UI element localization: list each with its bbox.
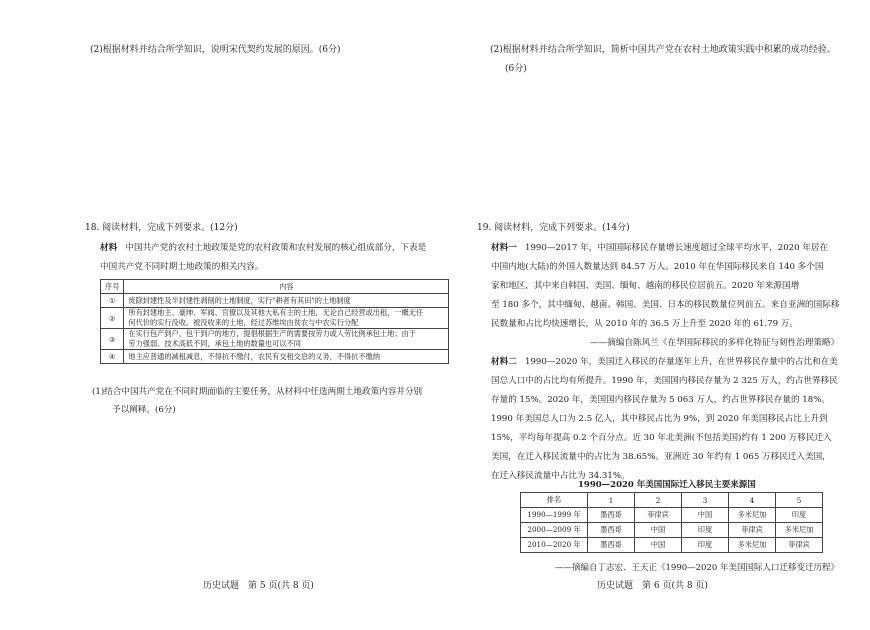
- table-cell: 墨西哥: [588, 538, 635, 553]
- table-row: [101, 308, 449, 329]
- material-2-line: 15%，平均每年提高 0.2 个百分点。近 30 年北美洲(不包括美国)约有 1 200 万移民迁入: [491, 433, 832, 443]
- material-2-line: 存量的 15%。2020 年，美国国内移民存量为 5 063 万人，约占世界移民存量的 18%。: [491, 395, 830, 405]
- material-1-line: 中国内地(大陆)的外国人数量达到 84.57 万人。2010 年在华国际移民来自 140 多个国: [491, 262, 824, 272]
- table-cell: 印度: [682, 523, 729, 538]
- table-cell-content: [124, 308, 449, 329]
- question-18-2: (6分): [505, 64, 527, 74]
- page-footer-left: 历史试题 第 5 页(共 8 页): [203, 581, 314, 591]
- table-header-cell: 排名: [521, 493, 588, 508]
- material-2-line: 1990 年美国总人口为 2.5 亿人，其中移民占比为 9%，到 2020 年美国移民占比上升到: [491, 414, 828, 424]
- table-cell-number: ②: [101, 308, 124, 329]
- material-1-line: [491, 239, 828, 259]
- material-2-line: 国总人口中的占比均有所提升。1990 年，美国国内移民存量为 2 325 万人，约占世界移民: [491, 376, 838, 386]
- table-title: 1990—2020 年美国国际迁入移民主要来源国: [578, 480, 756, 490]
- table-row: [101, 329, 449, 350]
- question-17-2: (2)根据材料并结合所学知识，说明宋代契约发展的原因。(6分): [90, 45, 341, 55]
- material-text: 1990—2017 年，中国国际移民存量增长速度超过全球平均水平，2020 年居在: [525, 243, 829, 253]
- material-label: 材料: [100, 243, 118, 253]
- material-2-line: 在迁入移民流量中占比为 34.31%。: [491, 471, 630, 481]
- table-row: [101, 350, 449, 364]
- table-cell-content: [124, 329, 449, 350]
- material-1-label: 材料一: [491, 243, 517, 253]
- material-1-line: 家和地区，其中来自韩国、美国、缅甸、越南的移民位居前五。2020 年来源国增: [491, 281, 800, 291]
- immigration-source-table: [520, 492, 823, 553]
- table-cell-content: 地主应普通的减租减息，不得抗不缴付，农民有交租交息的义务，不得抗不缴纳: [124, 350, 449, 364]
- question-18-1: (1)结合中国共产党在不同时期面临的主要任务，从材料中任选两期土地政策内容并分别: [92, 387, 423, 397]
- table-cell-content: 废除封建性及半封建性剥削的土地制度，实行"耕者有其田"的土地制度: [124, 294, 449, 308]
- material-1-line: 民数量和占比均快速增长，从 2010 年的 36.5 万上升至 2020 年的 61.79 万。: [491, 319, 798, 329]
- table-cell: 中国: [682, 508, 729, 523]
- material-2-line: 美国，在迁入移民流量中的占比为 38.65%。亚洲近 30 年约有 1 065 万移民迁入美国，: [491, 452, 831, 462]
- table-cell: 多米尼加: [729, 508, 776, 523]
- table-cell-number: ④: [101, 350, 124, 364]
- table-cell-number: ③: [101, 329, 124, 350]
- table-row: [101, 294, 449, 308]
- material-2-line: [491, 353, 838, 373]
- material-1-source: ——摘编自陈风兰《在华国际移民的多样化特征与韧性治理策略》: [590, 338, 840, 348]
- table-cell: 2000—2009 年: [521, 523, 588, 538]
- table-cell-line: 何代价的实行没收。被没收来的土地，经过苏维埃由贫农与中农实行分配: [128, 318, 359, 327]
- table-cell: 菲律宾: [776, 538, 823, 553]
- table-row: [521, 538, 823, 553]
- table-cell: 多米尼加: [729, 538, 776, 553]
- table-header-cell: 4: [729, 493, 776, 508]
- table-header-cell: 序号: [101, 280, 124, 294]
- table-source: ——摘编自丁志宏、王天正《1990—2020 年美国国际人口迁移变迁历程》: [555, 563, 839, 573]
- table-cell-line: 在实行包产到户，包干到户的地方，提倡根据生产的需要按劳力或人劳比例承包土地；由于: [128, 329, 416, 338]
- material-2-label: 材料二: [491, 357, 517, 367]
- table-row: [521, 523, 823, 538]
- table-header-cell: 1: [588, 493, 635, 508]
- table-cell: 墨西哥: [588, 523, 635, 538]
- table-header-row: [521, 493, 823, 508]
- table-cell-line: 所有封建地主、豪绅、军阀、官僚以及其他大私有主的土地，无论自己经营或出租，一概无任: [128, 308, 424, 317]
- table-cell: 多米尼加: [776, 523, 823, 538]
- table-cell-line: 劳力强弱、技术高低不同，承包土地的数量也可以不同: [128, 339, 301, 348]
- table-row: [521, 508, 823, 523]
- table-cell: 中国: [635, 538, 682, 553]
- page-footer-right: 历史试题 第 6 页(共 8 页): [597, 581, 708, 591]
- table-cell: 印度: [682, 538, 729, 553]
- table-cell: 墨西哥: [588, 508, 635, 523]
- material-text: 中国共产党的农村土地政策是党的农村政策和农村发展的核心组成部分，下表是: [125, 243, 427, 253]
- material-1-line: 至 180 多个，其中缅甸、越南、韩国、美国、日本的移民数量位列前五。来自亚洲的国际移: [491, 300, 840, 310]
- table-cell: 1990—1999 年: [521, 508, 588, 523]
- question-18-heading: 18. 阅读材料，完成下列要求。(12分): [85, 223, 238, 233]
- question-18-1: 予以阐释。(6分): [112, 405, 176, 415]
- table-header-cell: 5: [776, 493, 823, 508]
- table-cell: 2010—2020 年: [521, 538, 588, 553]
- question-18-2: (2)根据材料并结合所学知识，简析中国共产党在农村土地政策实践中积累的成功经验。: [490, 45, 836, 55]
- table-header-cell: 内容: [124, 280, 449, 294]
- table-header-row: [101, 280, 449, 294]
- land-policy-table: [100, 279, 449, 364]
- table-cell: 印度: [776, 508, 823, 523]
- table-header-cell: 2: [635, 493, 682, 508]
- question-19-heading: 19. 阅读材料，完成下列要求。(14分): [477, 223, 630, 233]
- table-cell: 菲律宾: [729, 523, 776, 538]
- material-line: 中国共产党不同时期土地政策的相关内容。: [100, 262, 264, 272]
- table-cell: 中国: [635, 523, 682, 538]
- table-header-cell: 3: [682, 493, 729, 508]
- material-line: [100, 239, 426, 259]
- table-cell-number: ①: [101, 294, 124, 308]
- table-cell: 菲律宾: [635, 508, 682, 523]
- material-text: 1990—2020 年，美国迁入移民的存量逐年上升，在世界移民存量中的占比和在美: [525, 357, 838, 367]
